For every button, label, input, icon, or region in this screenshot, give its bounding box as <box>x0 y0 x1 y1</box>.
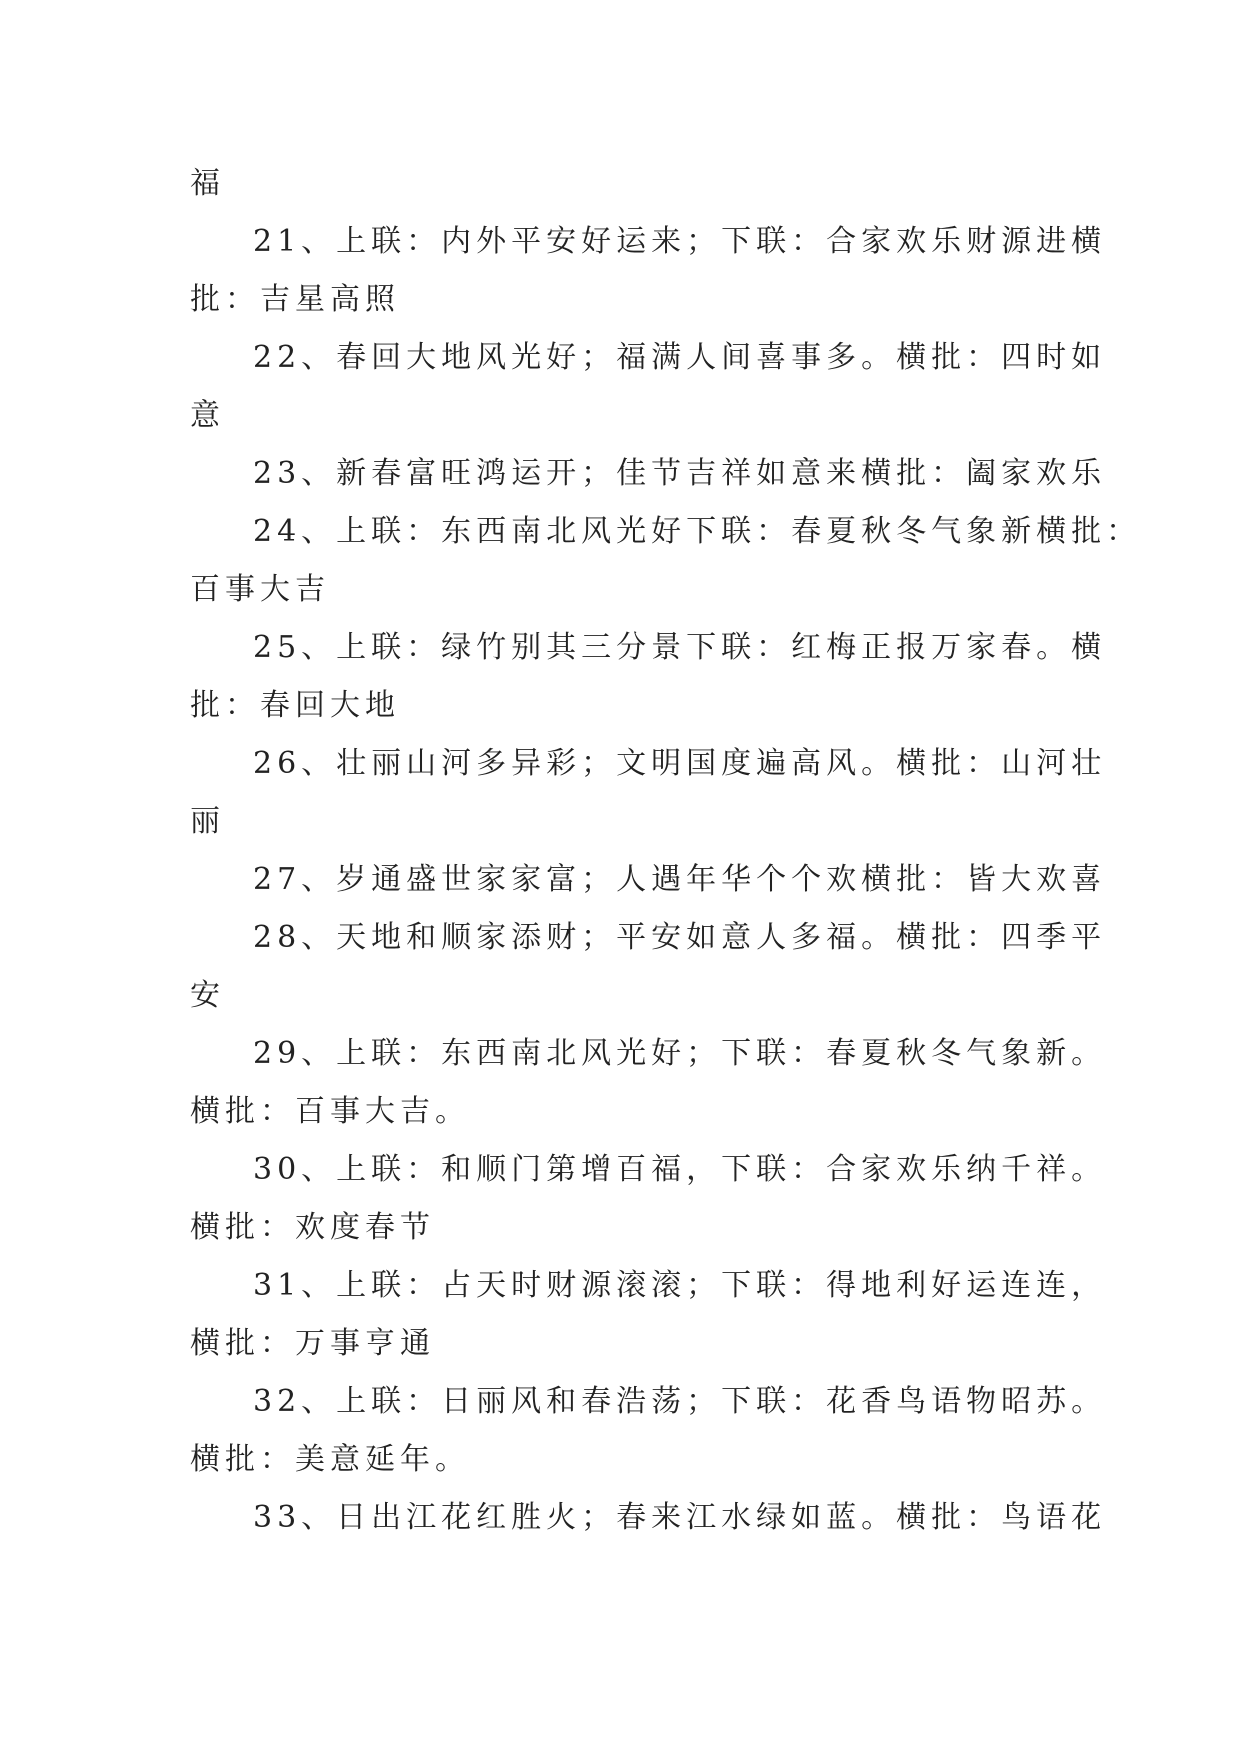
text-line: 28、天地和顺家添财；平安如意人多福。横批：四季平 <box>253 920 1107 955</box>
text-line: 批：春回大地 <box>190 688 400 723</box>
text-line: 22、春回大地风光好；福满人间喜事多。横批：四时如 <box>253 340 1107 375</box>
text-line: 24、上联：东西南北风光好下联：春夏秋冬气象新横批： <box>253 514 1142 549</box>
text-line: 横批：百事大吉。 <box>190 1094 470 1129</box>
text-line: 33、日出江花红胜火；春来江水绿如蓝。横批：鸟语花 <box>253 1500 1107 1535</box>
document-body <box>190 155 1142 1547</box>
text-line: 福 <box>190 166 225 201</box>
text-line: 横批：美意延年。 <box>190 1442 470 1477</box>
text-line: 安 <box>190 978 225 1013</box>
text-line: 32、上联：日丽风和春浩荡；下联：花香鸟语物昭苏。 <box>253 1384 1107 1419</box>
text-line: 丽 <box>190 804 225 839</box>
text-line: 横批：万事亨通 <box>190 1326 435 1361</box>
text-line: 27、岁通盛世家家富；人遇年华个个欢横批：皆大欢喜 <box>253 862 1107 897</box>
text-line: 百事大吉 <box>190 572 330 607</box>
text-line: 25、上联：绿竹别其三分景下联：红梅正报万家春。横 <box>253 630 1107 665</box>
text-line: 31、上联：占天时财源滚滚；下联：得地利好运连连， <box>253 1268 1107 1303</box>
text-line: 26、壮丽山河多异彩；文明国度遍高风。横批：山河壮 <box>253 746 1107 781</box>
text-line: 意 <box>190 398 225 433</box>
text-line: 23、新春富旺鸿运开；佳节吉祥如意来横批：阖家欢乐 <box>253 456 1107 491</box>
text-line: 21、上联：内外平安好运来；下联：合家欢乐财源进横 <box>253 224 1107 259</box>
text-line: 30、上联：和顺门第增百福，下联：合家欢乐纳千祥。 <box>253 1152 1107 1187</box>
text-line: 横批：欢度春节 <box>190 1210 435 1245</box>
text-line: 29、上联：东西南北风光好；下联：春夏秋冬气象新。 <box>253 1036 1107 1071</box>
text-line: 批：吉星高照 <box>190 282 400 317</box>
